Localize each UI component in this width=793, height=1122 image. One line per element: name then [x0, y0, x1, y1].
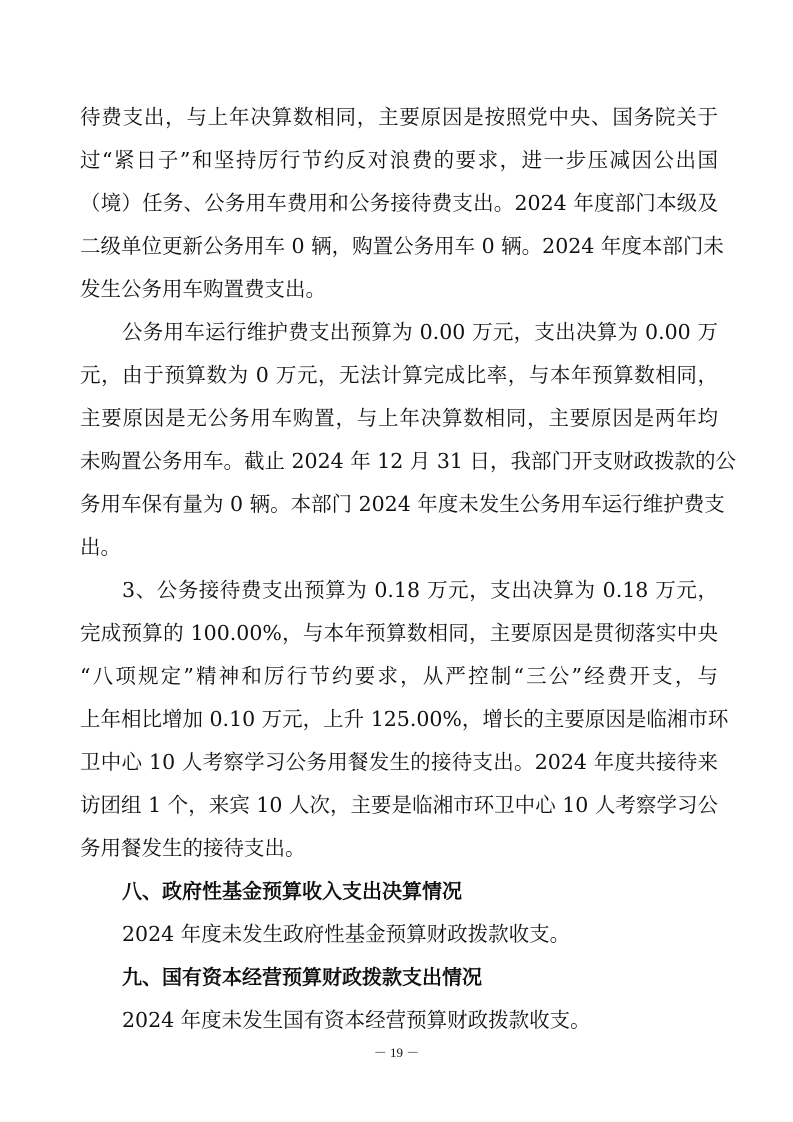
paragraph: [80, 999, 718, 1042]
text-line: 访团组 1 个，来宾 10 人次，主要是临湘市环卫中心 10 人考察学习公: [80, 793, 718, 817]
text-line: 主要原因是无公务用车购置，与上年决算数相同，主要原因是两年均: [80, 406, 718, 430]
text-line: 上年相比增加 0.10 万元，上升 125.00%，增长的主要原因是临湘市环: [80, 707, 729, 731]
paragraph: [80, 96, 724, 311]
text-line: 九、国有资本经营预算财政拨款支出情况: [122, 965, 482, 989]
text-line: 卫中心 10 人考察学习公务用餐发生的接待支出。2024 年度共接待来: [80, 750, 718, 774]
text-line: 元，由于预算数为 0 万元，无法计算完成比率，与本年预算数相同，: [80, 363, 718, 387]
text-line: “八项规定”精神和厉行节约要求，从严控制“三公”经费开支，与: [80, 664, 718, 688]
paragraph: [80, 913, 718, 956]
text-line: 出。: [80, 535, 121, 559]
text-line: 待费支出，与上年决算数相同，主要原因是按照党中央、国务院关于: [80, 105, 718, 129]
page-number: － 19 －: [373, 1045, 420, 1060]
text-line: 未购置公务用车。截止 2024 年 12 月 31 日，我部门开支财政拨款的公: [80, 449, 736, 473]
document-body: [80, 96, 736, 1042]
text-line: 二级单位更新公务用车 0 辆，购置公务用车 0 辆。2024 年度本部门未: [80, 234, 724, 258]
text-line: 过“紧日子”和坚持厉行节约反对浪费的要求，进一步压减因公出国: [80, 148, 718, 172]
text-line: 务用餐发生的接待支出。: [80, 836, 306, 860]
text-line: 2024 年度未发生国有资本经营预算财政拨款收支。: [122, 1008, 591, 1032]
section-heading: [80, 956, 718, 999]
text-line: 3、公务接待费支出预算为 0.18 万元，支出决算为 0.18 万元，: [122, 578, 718, 602]
text-line: 2024 年度未发生政府性基金预算财政拨款收支。: [122, 922, 571, 946]
paragraph: [80, 569, 729, 870]
text-line: 务用车保有量为 0 辆。本部门 2024 年度未发生公务用车运行维护费支: [80, 492, 725, 516]
text-line: 发生公务用车购置费支出。: [80, 277, 326, 301]
text-line: 八、政府性基金预算收入支出决算情况: [122, 879, 462, 903]
section-heading: [80, 870, 718, 913]
text-line: （境）任务、公务用车费用和公务接待费支出。2024 年度部门本级及: [80, 191, 718, 215]
text-line: 公务用车运行维护费支出预算为 0.00 万元，支出决算为 0.00 万: [122, 320, 718, 344]
text-line: 完成预算的 100.00%，与本年预算数相同，主要原因是贯彻落实中央: [80, 621, 718, 645]
paragraph: [80, 311, 736, 569]
